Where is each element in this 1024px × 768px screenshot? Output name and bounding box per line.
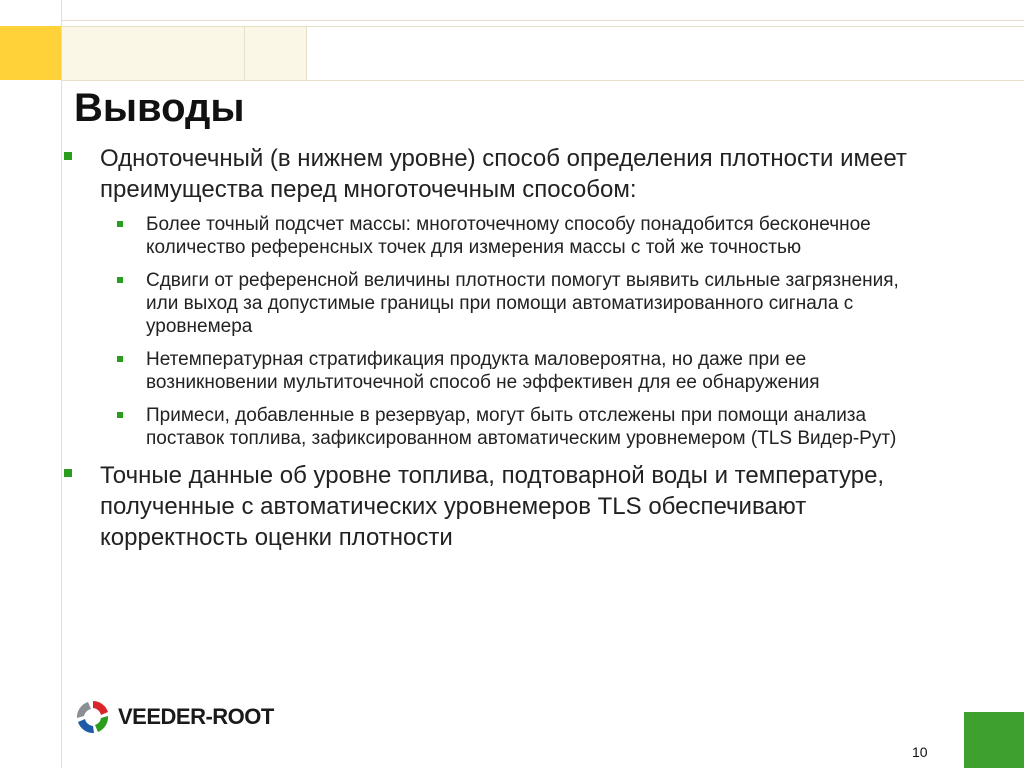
sub-bullet-text: Примеси, добавленные в резервуар, могут быть отслежены при помощи анализа поставок топлива, зафиксированном автоматическим уровнемером (TLS Видер-Рут) [146,405,897,449]
slide-title: Выводы [74,86,245,130]
decor-divider [244,27,245,80]
slide-content [60,143,930,561]
veeder-root-logo [74,697,274,737]
decor-yellow-block [0,26,61,80]
sub-bullet-item [60,348,930,394]
page-number: 10 [912,744,928,760]
sub-bullet-square-icon [117,221,123,227]
decor-top-line [61,20,1024,21]
bullet-item [60,143,930,205]
decor-top-line-2 [61,26,1024,27]
sub-bullet-text: Более точный подсчет массы: многоточечному способу понадобится бесконечное количество референсных точек для измерения массы с той же точностью [146,214,871,258]
sub-bullet-item [60,269,930,338]
sub-bullet-item [60,404,930,450]
bullet-text: Одноточечный (в нижнем уровне) способ определения плотности имеет преимущества перед многоточечным способом: [100,145,907,203]
sub-bullet-list [60,213,930,450]
sub-bullet-square-icon [117,356,123,362]
logo-mark-icon [74,698,112,736]
decor-header-line [61,80,1024,81]
sub-bullet-square-icon [117,412,123,418]
bullet-square-icon [64,152,72,160]
bullet-square-icon [64,469,72,477]
sub-bullet-text: Нетемпературная стратификация продукта маловероятна, но даже при ее возникновении мультиточечной способ не эффективен для ее обнаружения [146,349,820,393]
decor-cream-block [62,27,244,80]
decor-cream-block-2 [245,27,306,80]
sub-bullet-square-icon [117,277,123,283]
sub-bullet-item [60,213,930,259]
logo-text: VEEDER-ROOT [118,704,274,729]
decor-divider-2 [306,27,307,80]
bullet-item [60,460,930,553]
bullet-text: Точные данные об уровне топлива, подтоварной воды и температуре, полученные с автоматических уровнемеров TLS обеспечивают корректность оценки плотности [100,462,885,551]
decor-green-corner [964,712,1024,768]
sub-bullet-text: Сдвиги от референсной величины плотности помогут выявить сильные загрязнения, или выход за допустимые границы при помощи автоматизированного сигнала с уровнемера [146,270,899,337]
